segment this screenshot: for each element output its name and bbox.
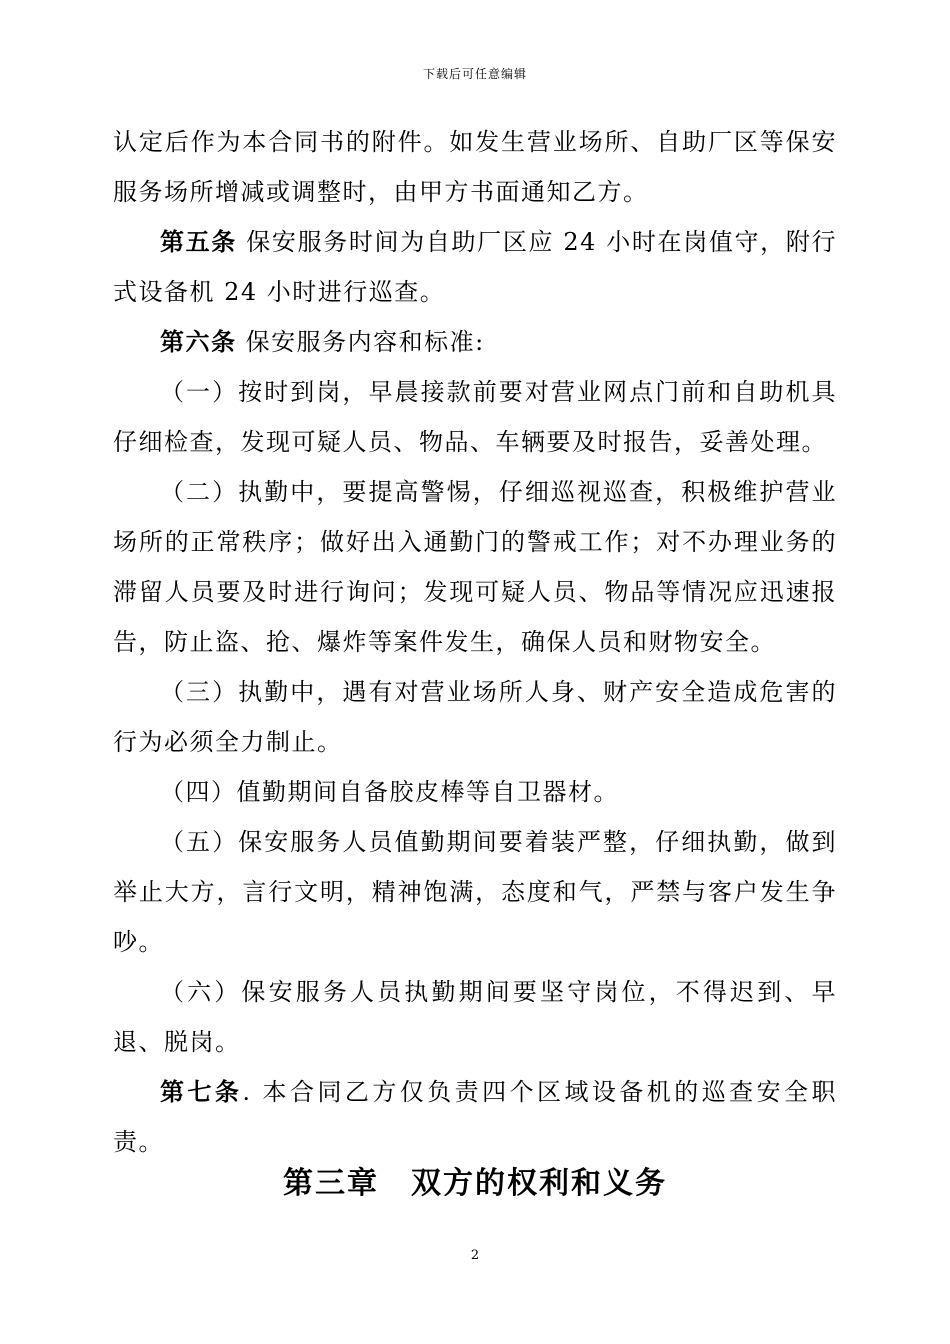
page-header-note: 下载后可任意编辑 — [422, 67, 527, 81]
article-7 — [113, 1067, 837, 1167]
page-number: 2 — [470, 1248, 480, 1263]
article-6-text: 保安服务内容和标准: — [236, 328, 485, 356]
article-5-title: 第五条 — [160, 227, 237, 256]
article-5 — [113, 217, 837, 317]
document-body — [113, 117, 837, 1167]
service-item-4: （四）值勤期间自备胶皮棒等自卫器材。 — [160, 778, 619, 806]
article-6-title: 第六条 — [160, 327, 237, 356]
continued-paragraph: 认定后作为本合同书的附件。如发生营业场所、自助厂区等保安服务场所增减或调整时，由甲方书面通知乙方。 — [113, 128, 837, 206]
service-item-6: （六）保安服务人员执勤期间要坚守岗位，不得迟到、早退、脱岗。 — [113, 978, 837, 1056]
service-item-1: （一）按时到岗，早晨接款前要对营业网点门前和自助机具仔细检查，发现可疑人员、物品、车辆要及时报告，妥善处理。 — [113, 378, 837, 456]
service-item-3: （三）执勤中，遇有对营业场所人身、财产安全造成危害的行为必须全力制止。 — [113, 678, 837, 756]
service-item-5: （五）保安服务人员值勤期间要着装严整，仔细执勤，做到举止大方，言行文明，精神饱满，态度和气，严禁与客户发生争吵。 — [113, 828, 837, 956]
chapter-heading: 第三章 双方的权利和义务 — [283, 1166, 667, 1201]
article-7-text: . 本合同乙方仅负责四个区域设备机的巡查安全职责。 — [113, 1078, 837, 1156]
article-6 — [113, 317, 837, 367]
article-7-title: 第七条 — [160, 1077, 243, 1106]
service-item-2: （二）执勤中，要提高警惕，仔细巡视巡查，积极维护营业场所的正常秩序；做好出入通勤门的警戒工作；对不办理业务的滞留人员要及时进行询问；发现可疑人员、物品等情况应迅速报告，防止盗、抢、爆炸等案件发生，确保人员和财物安全。 — [113, 478, 837, 656]
article-5-text: 保安服务时间为自助厂区应 24 小时在岗值守，附行式设备机 24 小时进行巡查。 — [113, 228, 837, 306]
